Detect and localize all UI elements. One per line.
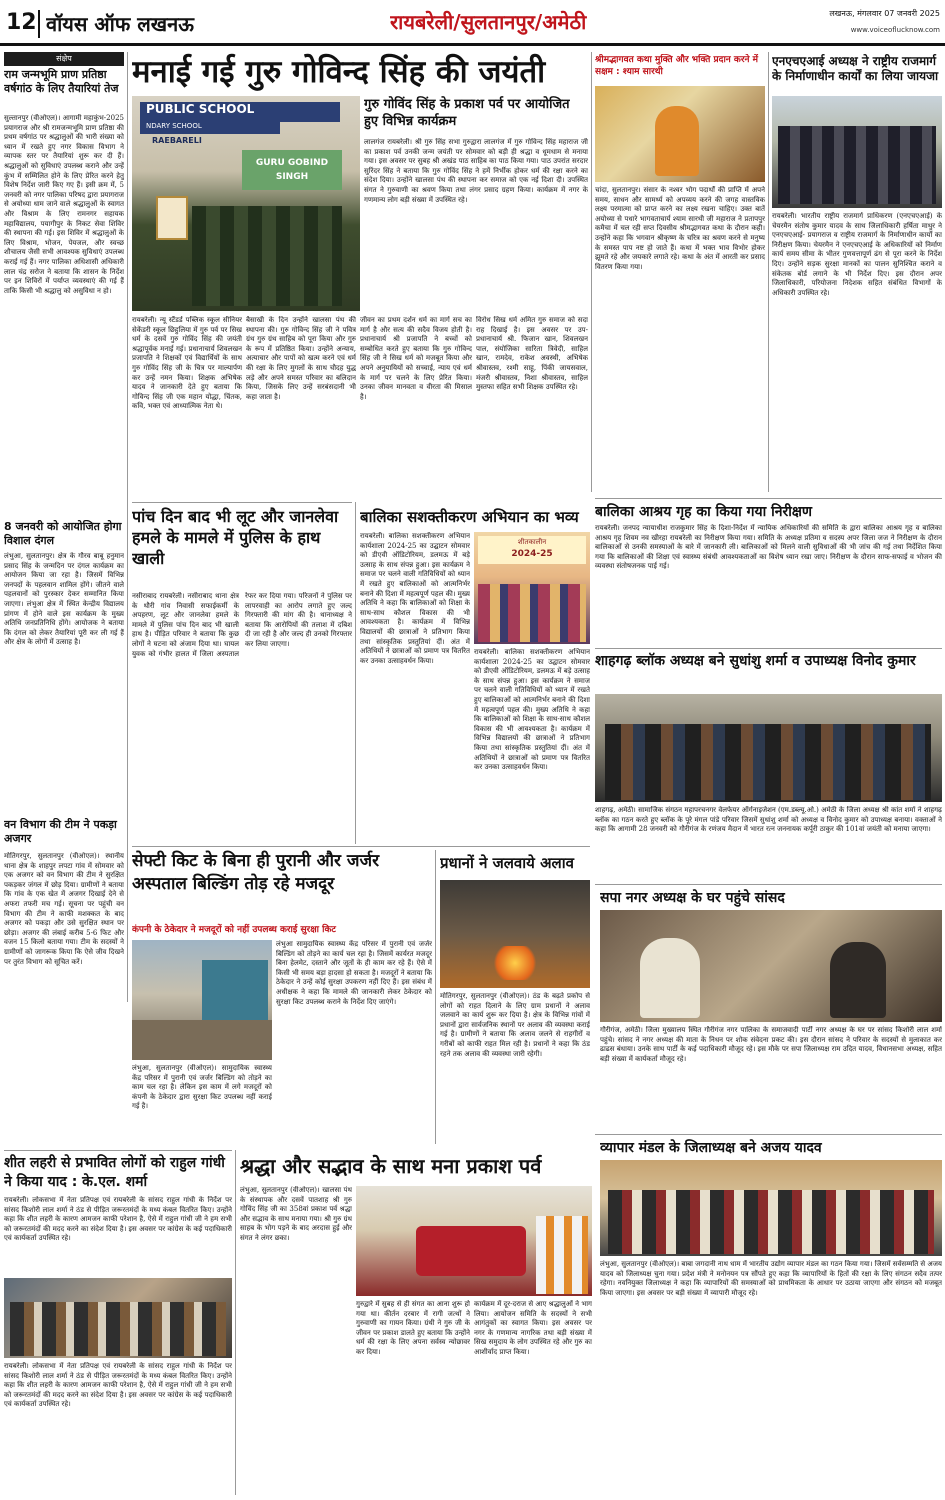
paper-name: वॉयस ऑफ लखनऊ	[46, 12, 194, 36]
vyapar-photo	[600, 1160, 942, 1256]
brief-body-3: मोतिगरपुर, सुलतानपुर (वीओएल)। स्थानीय थाना क्षेत्र के शाहपुर लपटा गांव में सोमवार को एक अजगर को वन विभाग की टीम ने सुरक्षित पकड़कर जंगल में छोड़ दिया। ग्रामीणों ने बताया कि गांव के एक खेत में अजगर दिखाई देने से अफरा तफरी मच गई। सूचना पर पहुंची वन विभाग की टीम ने काफी मशक्कत के बाद अजगर को पकड़ा और उसे सुरक्षित स्थान पर छोड़ा। अजगर की लंबाई करीब 5-6 फिट और वजन 15 किलो बताया गया। टीम के सदस्यों ने ग्रामीणों को जागरूक किया कि ऐसे जीव दिखने पर तुरंत विभाग को सूचित करें।	[4, 852, 124, 966]
traders-group	[608, 1190, 934, 1254]
palki-sahib	[416, 1226, 526, 1276]
main-body-2: रायबरेली। न्यू स्टैंडर्ड पब्लिक स्कूल सीनियर सेकेंडरी स्कूल छिहुलिया में गुरु पर्व पर सिख धर्म के दसवें गुरु गोविंद सिंह की जयंती श्रद्धापूर्वक मनाई गई। प्रधानाचार्य शिवलखन प्रजापति ने शिक्षकों एवं विद्यार्थियों के साथ गुरु गोविंद सिंह जी के चित्र पर माल्यार्पण कर उन्हें नमन किया। शिक्षक अभिषेक यादव ने जानकारी देते हुए बताया कि गोविन्द सिंह जी एक महान योद्धा, चिंतक, कवि, भक्त एवं आध्यात्मिक नेता थे।	[132, 316, 242, 411]
school-sign-city: RAEBARELI	[152, 136, 202, 145]
shahgarh-body: शाहगढ़, अमेठी। सामाजिक संगठन महापरचनगर वेलफेयर ऑर्गनाइजेशन (एम.डब्ल्यू.ओ.) अमेठी के जिला अध्यक्ष श्री कांत शर्मा ने शाहगढ़ ब्लॉक का गठन करते हुए ब्लॉक के पूरे मंगल पांडे परिवार जिसमें सुधांशु शर्मा को अध्यक्ष व विनोद कुमार को उपाध्यक्ष बनाया। वक्ताओं ने कहा कि आगामी 28 जनवरी को गौरीगंज के रणंजय मैदान में भारत रत्न जननायक कर्पूरी ठाकुर की 101वां जयंती को मनाया जाएगा।	[595, 806, 942, 834]
prakash-body-3: कार्यक्रम में दूर-दराज से आए श्रद्धालुओं ने भाग लिया। आयोजन समिति के सदस्यों ने सभी आगंतुकों का स्वागत किया। इस अवसर पर नगर के गणमान्य नागरिक तथा बड़ी संख्या में सिख समुदाय के लोग उपस्थित रहे और गुरु का आशीर्वाद प्राप्त किया।	[474, 1300, 592, 1356]
demolition-photo	[132, 940, 272, 1060]
school-sign: PUBLIC SCHOOL	[140, 102, 340, 122]
bhagwat-photo	[595, 86, 765, 182]
sangat-figures	[536, 1216, 588, 1294]
bhagwat-headline: श्रीमद्भागवत कथा मुक्ति और भक्ति प्रदान करने में सक्षम : श्याम सारथी	[595, 55, 759, 77]
guru-portrait	[156, 196, 188, 240]
safety-body-2: लंभुआ सामुदायिक स्वास्थ्य केंद्र परिसर में पुरानी एवं जर्जर बिल्डिंग को तोड़ने का कार्य चल रहा है। जिसमें कार्यरत मजदूर बिना हेलमेट, दस्ताने और जूतों के ही काम कर रहे हैं। ऐसे में किसी भी समय बड़ा हादसा हो सकता है। मजदूरों ने बताया कि ठेकेदार ने उन्हें कोई सुरक्षा उपकरण नहीं दिए हैं। इस संबंध में अधीक्षक ने कहा कि मामले की जानकारी लेकर ठेकेदार को सुरक्षा किट उपलब्ध कराने के निर्देश दिए जाएंगे।	[276, 940, 432, 1006]
dateline: लखनऊ, मंगलवार 07 जनवरी 2025	[829, 9, 940, 18]
members-group	[605, 724, 931, 800]
brief-body-1: सुल्तानपुर (वीओएल)। आगामी महाकुंभ-2025 प्रयागराज और श्री रामजन्मभूमि प्राण प्रतिष्ठा की प्रथम वर्षगांठ पर श्रद्धालुओं की भारी संख्या को ध्यान में रखते हुए नगर विकास विभाग ने व्यापक स्तर पर तैयारियां शुरू कर दी हैं। श्रद्धालुओं को सुविधाएं उपलब्ध कराने और उन्हें कुंभ में सम्मिलित होने के लिए प्रेरित करने हेतु विशेष निर्देश जारी किए गए हैं। इसी क्रम में, 5 जनवरी को नगर पालिका परिषद द्वारा प्रयागराज से अयोध्या धाम जाने वाले श्रद्धालुओं के स्वागत और विश्राम के लिए रामनगर सहायक महाविद्यालय, पयागीपुर के निकट सेवा शिविर की स्थापना की गई। इस शिविर में श्रद्धालुओं के लिए विश्राम, भोजन, पेयजल, और स्वच्छ शौचालय जैसी सभी आवश्यक सुविधाएं उपलब्ध कराई गई हैं। नगर पालिका अधिशासी अधिकारी लाल चंद्र सरोज ने बताया कि शासन के निर्देश पर इन शिविरों में पर्याप्त व्यवस्थाएं की गई हैं ताकि किसी भी श्रद्धालु को असुविधा न हो।	[4, 114, 124, 295]
balika-abhiyan-headline: बालिका सशक्तीकरण अभियान का भव्य	[360, 508, 579, 526]
gurudwara-photo	[356, 1186, 592, 1296]
sapa-body: गौरीगंज, अमेठी। जिला मुख्यालय स्थित गौरीगंज नगर पालिका के समाजवादी पार्टी नगर अध्यक्ष के घर पर सांसद किशोरी लाल शर्मा पहुंचे। सांसद ने नगर अध्यक्ष की माता के निधन पर शोक संवेदना प्रकट की। इस दौरान सांसद ने परिवार के सदस्यों से मुलाकात कर ढाढस बंधाया। उनके साथ पार्टी के कई पदाधिकारी मौजूद रहे। इस मौके पर सपा जिलाध्यक्ष राम उदित यादव, विधानसभा अध्यक्ष, सहित बड़ी संख्या में कार्यकर्ता मौजूद रहे।	[600, 1026, 942, 1063]
alav-photo	[440, 880, 590, 988]
alav-headline: प्रधानों ने जलवाये अलाव	[440, 854, 574, 872]
vyapar-headline: व्यापार मंडल के जिलाध्यक्ष बने अजय यादव	[600, 1140, 822, 1156]
main-body-1: लालगंज रायबरेली। श्री गुरु सिंह सभा गुरुद्वारा लालगंज में गुरु गोविन्द सिंह महाराज जी का प्रकाश पर्व उनकी जन्म जयंती पर सोमवार को बड़ी ही श्रद्धा व धूमधाम से मनाया गया। इस अवसर पर सुबह श्री अखंड पाठ साहिब का पाठ किया गया। पाठ उपरांत सरदार सुरिंदर सिंह ने बताया कि गुरु गोविंद सिंह ने हमें निर्भीक होकर धर्म की रक्षा करने का संदेश दिया। उन्होंने खालसा पंथ की स्थापना कर समाज को एक नई दिशा दी। उपस्थित संगत ने गुरुवाणी का श्रवण किया तथा लंगर प्रसाद ग्रहण किया। कार्यक्रम में नगर के गणमान्य लोग बड़ी संख्या में उपस्थित रहे।	[364, 138, 588, 204]
rubble-pile	[132, 1020, 272, 1060]
section-title: रायबरेली/सुलतानपुर/अमेठी	[390, 10, 587, 34]
blanket-distribution-photo	[4, 1278, 232, 1358]
main-headline: मनाई गई गुरु गोविन्द सिंह की जयंती	[132, 54, 546, 90]
alav-body: मोतिगरपुर, सुलतानपुर (वीओएल)। ठंड के बढ़ते प्रकोप से लोगों को राहत दिलाने के लिए ग्राम प्रधानों ने अलाव जलवाने का कार्य शुरू कर दिया है। क्षेत्र के विभिन्न गांवों में प्रधानों द्वारा सार्वजनिक स्थानों पर अलाव की व्यवस्था कराई गई है। ग्रामीणों ने बताया कि अलाव जलने से राहगीरों व गरीबों को काफी राहत मिल रही है। प्रधानों ने कहा कि ठंड रहने तक अलाव की व्यवस्था जारी रहेगी।	[440, 992, 590, 1058]
rahul-headline: शीत लहरी से प्रभावित लोगों को राहुल गांधी ने किया याद : के.एल. शर्मा	[4, 1155, 225, 1190]
bonfire	[490, 946, 540, 980]
host-figure	[830, 942, 886, 1018]
brief-headline-1: राम जन्मभूमि प्राण प्रतिष्ठा वर्षगांठ के लिए तैयारियां तेज	[4, 68, 119, 95]
balika-griha-body: रायबरेली। जनपद न्यायाधीश राजकुमार सिंह के दिशा-निर्देश में न्यायिक अधिकारियों की समिति के द्वारा बालिका आश्रय गृह व बालिका आश्रय गृह शिवम नव खीरहा रायबरेली का निरीक्षण किया गया। समिति के अध्यक्ष प्रतिमा व सदस्य अपर जिला जज ने निरीक्षण के दौरान बालिकाओं से उनकी समस्याओं के बारे में जानकारी ली। बालिकाओं को मिलने वाली सुविधाओं की भी जांच की गई तथा निर्देशित किया गया कि बालिकाओं की शिक्षा एवं स्वास्थ्य संबंधी आवश्यकताओं का विशेष ध्यान रखा जाए। निरीक्षण के दौरान साफ-सफाई व भोजन की व्यवस्था संतोषजनक पाई गई।	[595, 524, 942, 571]
prakash-headline: श्रद्धा और सद्भाव के साथ मना प्रकाश पर्व	[240, 1154, 542, 1178]
safety-body-1: लंभुआ, सुलतानपुर (वीओएल)। सामुदायिक स्वास्थ्य केंद्र परिसर में पुरानी एवं जर्जर बिल्डिंग को तोड़ने का काम चल रहा है। लेकिन इस काम में लगे मजदूरों को कंपनी के ठेकेदार द्वारा सुरक्षा किट उपलब्ध नहीं कराई गई है।	[132, 1064, 272, 1111]
shahgarh-photo	[595, 694, 942, 802]
nhai-headline-block: एनएचएआई अध्यक्ष ने राष्ट्रीय राजमार्ग के निर्माणाधीन कार्यों का लिया जायजा	[772, 54, 939, 83]
prakash-body-1: लंभुआ, सुलतानपुर (वीओएल)। खालसा पंथ के संस्थापक और दसवें पातशाह श्री गुरु गोविंद सिंह जी का 358वां प्रकाश पर्व श्रद्धा और सद्भाव के साथ मनाया गया। श्री गुरु ग्रंथ साहब के भोग पड़ने के बाद अरदास हुई और संगत ने लंगर छका।	[240, 1186, 352, 1242]
officials-group	[778, 126, 936, 204]
rahul-body: रायबरेली। लोकसभा में नेता प्रतिपक्ष एवं रायबरेली के सांसद राहुल गांधी के निर्देश पर सांसद किशोरी लाल शर्मा ने ठंड से पीड़ित जरूरतमंदों के मध्य कंबल वितरित किए। उन्होंने कहा कि शीत लहरी के कारण आमजन काफी परेशान है, ऐसे में राहुल गांधी जी ने हम सभी को जरूरतमंदों की मदद करने का संदेश दिया है। इस अवसर पर कांग्रेस के कई पदाधिकारी एवं कार्यकर्ता उपस्थित रहे।	[4, 1196, 232, 1243]
nhai-photo	[772, 96, 942, 208]
brief-label: संक्षेप	[4, 52, 124, 66]
school-sign-sub: NDARY SCHOOL	[140, 122, 280, 134]
safety-headline: सेफ्टी किट के बिना ही पुरानी और जर्जर अस्पताल बिल्डिंग तोड़ रहे मजदूर	[132, 851, 380, 894]
girls-group	[478, 584, 586, 642]
prakash-body-2: गुरुद्वारे में सुबह से ही संगत का आना शुरू हो गया था। कीर्तन दरबार में रागी जत्थों ने गुरुवाणी का गायन किया। ग्रंथी ने गुरु जी के जीवन पर प्रकाश डालते हुए बताया कि उन्होंने धर्म की रक्षा के लिए अपना सर्वस्व न्योछावर कर दिया।	[356, 1300, 470, 1356]
rahul-body-2: रायबरेली। लोकसभा में नेता प्रतिपक्ष एवं रायबरेली के सांसद राहुल गांधी के निर्देश पर सांसद किशोरी लाल शर्मा ने ठंड से पीड़ित जरूरतमंदों के मध्य कंबल वितरित किए। उन्होंने कहा कि शीत लहरी के कारण आमजन काफी परेशान है, ऐसे में राहुल गांधी जी ने हम सभी को जरूरतमंदों की मदद करने का संदेश दिया है। इस अवसर पर कांग्रेस के कई पदाधिकारी एवं कार्यकर्ता उपस्थित रहे।	[4, 1362, 232, 1409]
loot-body: नसीराबाद रायबरेली। नसीराबाद थाना क्षेत्र के थौरी गांव निवासी सफाईकर्मी के अपहरण, लूट और जानलेवा हमले के मामले में पुलिस पांच दिन बाद भी खाली हाथ है। पीड़ित परिवार ने बताया कि कुछ लोगों ने घटना को अंजाम दिया था। घायल युवक को गंभीर हालत में जिला अस्पताल रेफर कर दिया गया। परिजनों ने पुलिस पर लापरवाही का आरोप लगाते हुए जल्द गिरफ्तारी की मांग की है। थानाध्यक्ष ने बताया कि आरोपियों की तलाश में दबिश दी जा रही है और जल्द ही उनको गिरफ्तार कर लिया जाएगा।	[132, 592, 352, 658]
school-event-photo	[132, 96, 360, 311]
main-body-5: विरोध सिख धर्म अमित गुरु समाज को सदा राह दिखाई है। इस अवसर पर उप-प्रधानाचार्य श्री. फिजान खान, शिवलखन पाल, संयोजिका सारिता त्रिवेदी, साहिल खान, रामदेव, राकेश अवस्थी, अभिषेक श्रीवास्तव, रश्मी साहू, पिंकी जायसवाल, मंजरी श्रीवास्तव, निशा श्रीवास्तव, साहिल मुस्तफा सहित सभी शिक्षक उपस्थित रहे।	[476, 316, 588, 392]
masthead	[0, 0, 945, 46]
sapa-headline: सपा नगर अध्यक्ष के घर पहुंचे सांसद	[600, 890, 785, 906]
balika-abhiyan-body-2: रायबरेली। बालिका सशक्तीकरण अभियान कार्यशाला 2024-25 का उद्घाटन सोमवार को डीएवी ऑडिटोरियम, डलमऊ में बड़े उत्साह के साथ संपन्न हुआ। इस कार्यक्रम ने समाज पर चलने वाली गतिविधियों को ध्यान में रखते हुए बालिकाओं को आत्मनिर्भर बनाने की दिशा में महत्वपूर्ण पहल की। मुख्य अतिथि ने कहा कि बालिकाओं को शिक्षा के साथ-साथ कौशल विकास की भी आवश्यकता है। कार्यक्रम में विभिन्न विद्यालयों की छात्राओं ने प्रतिभाग किया तथा सांस्कृतिक प्रस्तुतियां दीं। अंत में अतिथियों ने छात्राओं को प्रमाण पत्र वितरित कर उनका उत्साहवर्धन किया।	[474, 648, 590, 772]
bhagwat-body: चांदा, सुलतानपुर। संसार के नश्वर भोग पदार्थों की प्राप्ति में अपने समय, साधन और सामर्थ्य को अपव्यय करने की जगह वास्तविक लक्ष्य परमात्मा को प्राप्त करने का लक्ष्य रखना चाहिए। उक्त बातें अयोध्या से पधारे भागवताचार्य श्याम सारथी जी महाराज ने प्रतापपुर कमैचा में चल रही सप्त दिवसीय श्रीमद्भागवत कथा के दौरान कही। उन्होंने कहा कि भगवान श्रीकृष्ण के चरित्र का श्रवण करने से मनुष्य के समस्त पाप नष्ट हो जाते हैं। कथा में भक्त भाव विभोर होकर झूमते रहे और जयकारे लगाते रहे। कथा के अंत में आरती कर प्रसाद वितरण किया गया।	[595, 186, 765, 271]
main-subhead: गुरु गोविंद सिंह के प्रकाश पर्व पर आयोजित हुए विभिन्न कार्यक्रम	[364, 97, 570, 129]
banner-year: 2024-25	[511, 549, 553, 559]
shahgarh-headline: शाहगढ़ ब्लॉक अध्यक्ष बने सुधांशु शर्मा व उपाध्यक्ष विनोद कुमार	[595, 653, 916, 669]
nhai-body: रायबरेली। भारतीय राष्ट्रीय राजमार्ग प्राधिकरण (एनएचएआई) के चेयरमैन संतोष कुमार यादव के साथ जिलाधिकारी हर्षिता माथुर ने एनएचएआई- प्रयागराज व राष्ट्रीय राजमार्ग के निर्माणाधीन कार्यों का निरीक्षण किया। चेयरमैन ने एनएचएआई के अधिकारियों को निर्माण कार्य समय सीमा के भीतर गुणवत्तापूर्ण ढंग से पूरा करने के निर्देश दिए। उन्होंने सड़क सुरक्षा मानकों का पालन सुनिश्चित कराने व संकेतक बोर्ड लगाने के भी निर्देश दिए। इस दौरान अपर जिलाधिकारी, परियोजना निदेशक सहित संबंधित विभागों के अधिकारी उपस्थित रहे।	[772, 212, 942, 297]
students-group	[192, 206, 342, 306]
balika-abhiyan-body: रायबरेली। बालिका सशक्तीकरण अभियान कार्यशाला 2024-25 का उद्घाटन सोमवार को डीएवी ऑडिटोरियम, डलमऊ में बड़े उत्साह के साथ संपन्न हुआ। इस कार्यक्रम ने समाज पर चलने वाली गतिविधियों को ध्यान में रखते हुए बालिकाओं को आत्मनिर्भर बनाने की दिशा में महत्वपूर्ण पहल की। मुख्य अतिथि ने कहा कि बालिकाओं को शिक्षा के साथ-साथ कौशल विकास की भी आवश्यकता है। कार्यक्रम में विभिन्न विद्यालयों की छात्राओं ने प्रतिभाग किया तथा सांस्कृतिक प्रस्तुतियां दीं। अंत में अतिथियों ने छात्राओं को प्रमाण पत्र वितरित कर उनका उत्साहवर्धन किया।	[360, 532, 470, 665]
safety-subhead: कंपनी के ठेकेदार ने मजदूरों को नहीं उपलब्ध कराई सुरक्षा किट	[132, 925, 336, 935]
website: www.voiceoflucknow.com	[850, 26, 940, 34]
vyapar-body: लंभुआ, सुलतानपुर (वीओएल)। बाबा जगदानी नाथ धाम में भारतीय उद्योग व्यापार मंडल का गठन किया गया। जिसमें सर्वसम्मति से अजय यादव को जिलाध्यक्ष चुना गया। प्रदेश मंत्री ने मनोनयन पत्र सौंपते हुए कहा कि व्यापारियों के हितों की रक्षा के लिए संगठन सदैव तत्पर रहेगा। नवनियुक्त जिलाध्यक्ष ने कहा कि व्यापारियों की समस्याओं को प्राथमिकता के आधार पर उठाया जाएगा और संगठन को मजबूत किया जाएगा। इस अवसर पर बड़ी संख्या में व्यापारी मौजूद रहे।	[600, 1260, 942, 1297]
brief-headline-2: 8 जनवरी को आयोजित होगा विशाल दंगल	[4, 520, 122, 547]
event-banner	[478, 536, 586, 564]
banner-label: शीतकालीन	[517, 538, 547, 546]
crowd	[10, 1302, 226, 1356]
balika-griha-headline: बालिका आश्रय गृह का किया गया निरीक्षण	[595, 504, 813, 520]
building-shape	[202, 960, 268, 1020]
balika-abhiyan-photo	[474, 532, 590, 644]
loot-headline: पांच दिन बाद भी लूट और जानलेवा हमले के मामले में पुलिस के हाथ खाली	[132, 507, 339, 568]
speaker-figure	[655, 106, 699, 176]
mp-figure	[640, 938, 700, 1018]
sapa-photo	[600, 910, 942, 1022]
main-body-4: जीवन का प्रथम दर्शन धर्म का मार्ग सच का मार्ग है और सत्य की सदैव विजय होती है। प्रधानाचार्य श्री प्रजापति ने बच्चों को सम्बोधित करते हुए बताया कि गुरु गोविन्द सिंह जी ने सिख धर्म को मजबूत किया और अपने अनुयायियों को सच्चाई, न्याय एवं धर्म के मार्ग पर चलने के लिए प्रेरित किया। उनका जीवन मानवता व वीरता की मिसाल है।	[360, 316, 472, 401]
main-body-3: बैसाखी के दिन उन्होंने खालसा पंथ की स्थापना की। गुरु गोविन्द सिंह जी ने पवित्र ग्रंथ गुरु ग्रंथ साहिब को पूरा किया और गुरु के रूप में प्रतिष्ठित किया। उन्होंने अन्याय, अत्याचार और पापों को खत्म करने एवं धर्म की रक्षा के लिए मुगलों के साथ चौदह युद्ध लड़े और अपने समस्त परिवार का बलिदान किया, जिसके लिए उन्हें सरबंसदानी भी कहा जाता है।	[246, 316, 356, 401]
guru-banner: GURU GOBIND SINGH	[242, 150, 342, 190]
brief-headline-3: वन विभाग की टीम ने पकड़ा अजगर	[4, 818, 117, 845]
page-number: 12	[6, 10, 40, 38]
brief-body-2: लंभुआ, सुलतानपुर। क्षेत्र के गौरव बाबू हनुमान प्रसाद सिंह के जन्मदिन पर दंगल कार्यक्रम का आयोजन किया जा रहा है। जिसमें विभिन्न जनपदों के पहलवान शामिल होंगे। जीतने वाले पहलवानों को पुरस्कार देकर सम्मानित किया जाएगा। लंभुआ क्षेत्र में स्थित केन्द्रीय विद्यालय प्रांगण में होने वाले इस कार्यक्रम के मुख्य अतिथि जनप्रतिनिधि होंगे। आयोजक ने बताया कि दंगल को लेकर तैयारियां पूरी कर ली गई हैं और क्षेत्र के लोगों में उत्साह है।	[4, 552, 124, 647]
